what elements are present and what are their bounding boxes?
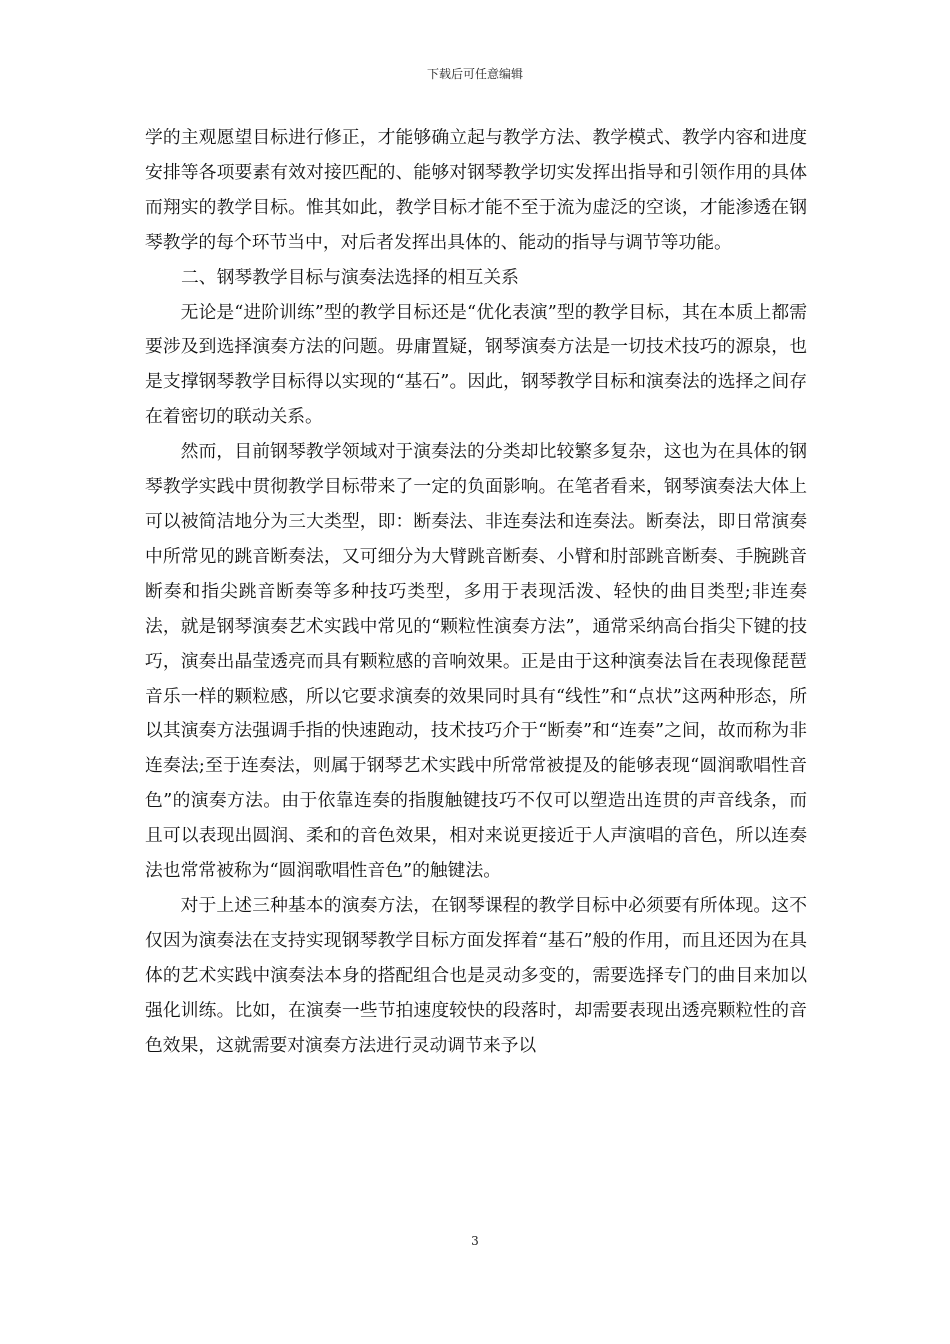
paragraph-continued: 学的主观愿望目标进行修正，才能够确立起与教学方法、教学模式、教学内容和进度安排等各项要素有效对接匹配的、能够对钢琴教学切实发挥出指导和引领作用的具体而翔实的教学目标。惟其如此，教学目标才能不至于流为虚泛的空谈，才能渗透在钢琴教学的每个环节当中，对后者发挥出具体的、能动的指导与调节等功能。 bbox=[145, 127, 807, 253]
paragraph: 对于上述三种基本的演奏方法，在钢琴课程的教学目标中必须要有所体现。这不仅因为演奏法在支持实现钢琴教学目标方面发挥着“基石”般的作用，而且还因为在具体的艺术实践中演奏法本身的搭配组合也是灵动多变的，需要选择专门的曲目来加以强化训练。比如，在演奏一些节拍速度较快的段落时，却需要表现出透亮颗粒性的音色效果，这就需要对演奏方法进行灵动调节来予以 bbox=[145, 894, 807, 1056]
page-number: 3 bbox=[471, 1234, 479, 1248]
paragraph: 然而，目前钢琴教学领域对于演奏法的分类却比较繁多复杂，这也为在具体的钢琴教学实践中贯彻教学目标带来了一定的负面影响。在笔者看来，钢琴演奏法大体上可以被简洁地分为三大类型，即：断奏法、非连奏法和连奏法。断奏法，即日常演奏中所常见的跳音断奏法，又可细分为大臂跳音断奏、小臂和肘部跳音断奏、手腕跳音断奏和指尖跳音断奏等多种技巧类型，多用于表现活泼、轻快的曲目类型;非连奏法，就是钢琴演奏艺术实践中常见的“颗粒性演奏方法”，通常采纳高台指尖下键的技巧，演奏出晶莹透亮而具有颗粒感的音响效果。正是由于这种演奏法旨在表现像琵琶音乐一样的颗粒感，所以它要求演奏的效果同时具有“线性”和“点状”这两种形态，所以其演奏方法强调手指的快速跑动，技术技巧介于“断奏”和“连奏”之间，故而称为非连奏法;至于连奏法，则属于钢琴艺术实践中所常常被提及的能够表现“圆润歌唱性音色”的演奏方法。由于依靠连奏的指腹触键技巧不仅可以塑造出连贯的声音线条，而且可以表现出圆润、柔和的音色效果，相对来说更接近于人声演唱的音色，所以连奏法也常常被称为“圆润歌唱性音色”的触键法。 bbox=[145, 441, 807, 882]
page-header: 下载后可任意编辑 bbox=[426, 67, 523, 81]
section-heading: 二、钢琴教学目标与演奏法选择的相互关系 bbox=[181, 266, 519, 288]
paragraph: 无论是“进阶训练”型的教学目标还是“优化表演”型的教学目标，其在本质上都需要涉及到选择演奏方法的问题。毋庸置疑，钢琴演奏方法是一切技术技巧的源泉，也是支撑钢琴教学目标得以实现的“基石”。因此，钢琴教学目标和演奏法的选择之间存在着密切的联动关系。 bbox=[145, 301, 807, 428]
document-body bbox=[145, 121, 807, 1063]
